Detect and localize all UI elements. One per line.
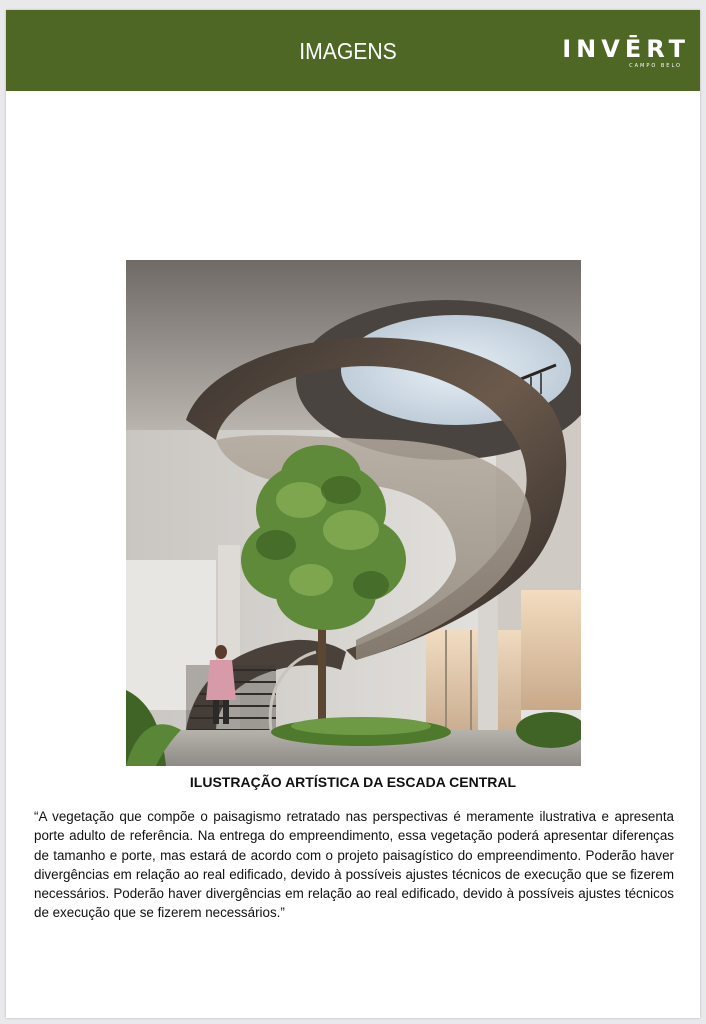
brand-logo <box>550 36 690 76</box>
logo-subtitle: CAMPO BELO <box>629 63 682 69</box>
page-title: IMAGENS <box>299 38 397 64</box>
logo-wordmark: INVĒRT <box>562 35 690 63</box>
page-header <box>6 10 700 91</box>
disclaimer-text: “A vegetação que compõe o paisagismo retratado nas perspectivas é meramente ilustrativa e apresenta porte adulto de referência. Na entrega do empreendimento, essa vegetação poderá apresentar diferenças de tamanho e porte, mas estará de acordo com o projeto paisagístico do empreendimento. Poderão haver divergências em relação ao real edificado, devido à possíveis ajustes técnicos de execução que se fizerem necessários. Poderão haver divergências em relação ao real edificado, devido à possíveis ajustes técnicos de execução que se fizerem necessários.” <box>34 809 674 921</box>
image-caption: ILUSTRAÇÃO ARTÍSTICA DA ESCADA CENTRAL <box>189 774 517 790</box>
staircase-illustration-image <box>126 260 581 766</box>
document-page <box>6 10 700 1018</box>
